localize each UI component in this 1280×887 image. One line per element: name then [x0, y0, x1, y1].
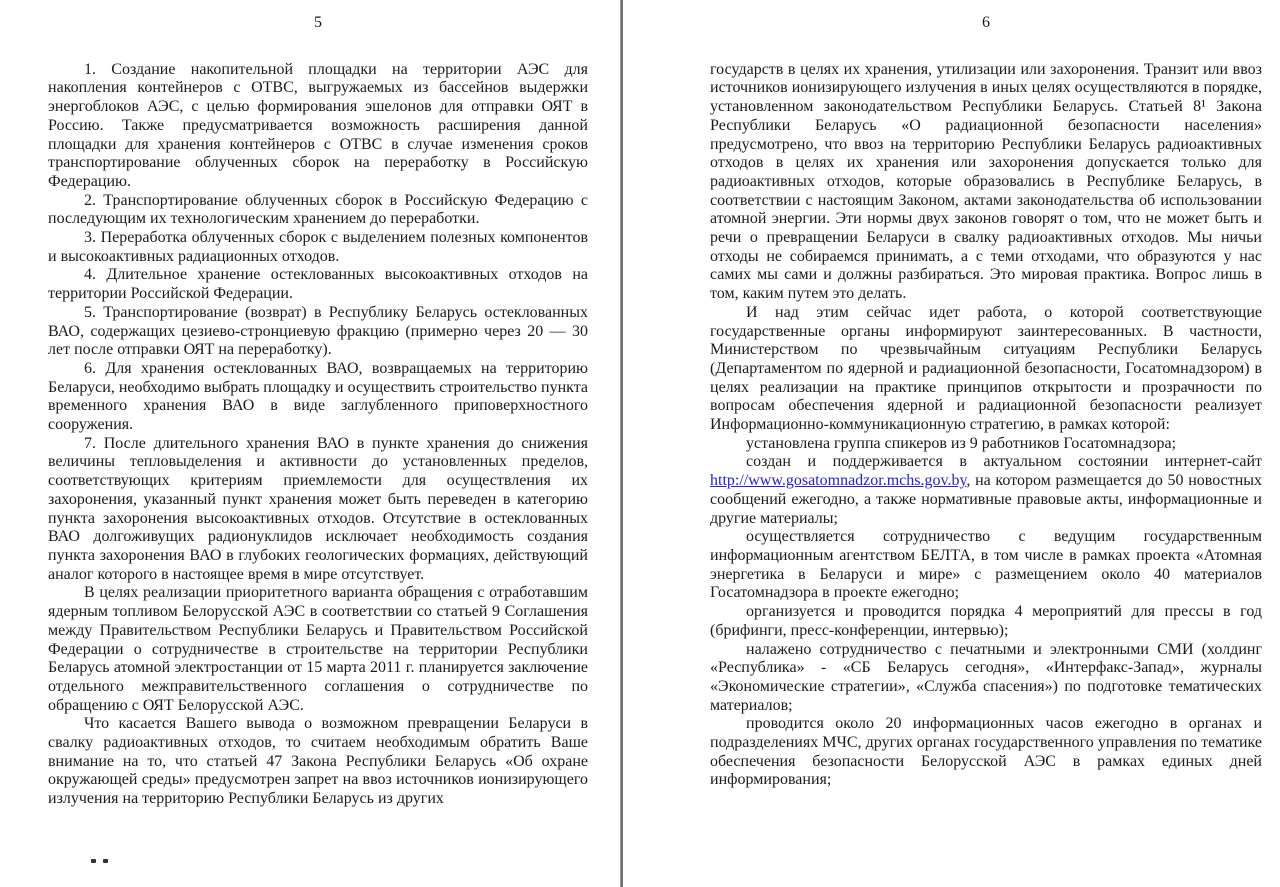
paragraph: И над этим сейчас идет работа, о которой соответствующие государственные органы информируют заинтересованных. В частности, Министерством по чрезвычайным ситуациям Республики Беларусь (Департаментом по ядерной и радиационной безопасности, Госатомнадзором) в целях реализации на практике принципов открытости и прозрачности по вопросам обеспечения ядерной и радиационной безопасности реализует Информационно-коммуникационную стратегию, в рамках которой: — [710, 303, 1262, 434]
paragraph: проводится около 20 информационных часов ежегодно в органах и подразделениях МЧС, других органах государственного управления по тематике обеспечения безопасности Белорусской АЭС в рамках единых дней информирования; — [710, 715, 1262, 789]
scan-artifact — [91, 859, 96, 863]
paragraph: 5. Транспортирование (возврат) в Республику Беларусь остеклованных ВАО, содержащих цезиево-стронциевую фракцию (примерно через 20 — 30 лет после отправки ОЯТ на переработку). — [48, 303, 588, 359]
paragraph: 2. Транспортирование облученных сборок в Российскую Федерацию с последующим их технологическим хранением до переработки. — [48, 191, 588, 228]
page-number: 5 — [314, 14, 322, 31]
paragraph: 6. Для хранения остеклованных ВАО, возвращаемых на территорию Беларуси, необходимо выбрать площадку и осуществить строительство пункта временного хранения ВАО в виде заглубленного приповерхностного сооружения. — [48, 359, 588, 434]
scan-artifact — [103, 859, 108, 863]
paragraph-text: создан и поддерживается в актуальном состоянии интернет-сайт — [746, 453, 1262, 471]
page-number: 6 — [982, 14, 990, 31]
paragraph: государств в целях их хранения, утилизации или захоронения. Транзит или ввоз источников ионизирующего излучения в иных целях осуществляются в порядке, установленном законодательством Республики Беларусь. Статьей 8¹ Закона Республики Беларусь «О радиационной безопасности населения» предусмотрено, что ввоз на территорию Республики Беларусь радиоактивных отходов в целях их хранения или захоронения допускается только для радиоактивных отходов, которые образовались в Республике Беларусь, в соответствии с настоящим Законом, актами законодательства об использовании атомной энергии. Эти нормы двух законов говорят о том, что не может быть и речи о превращении Беларуси в свалку радиоактивных отходов. Мы ничьи отходы не собираемся принимать, а с теми отходами, что образуются у нас самих мы сами и должны разбираться. Это мировая практика. Вопрос лишь в том, каким путем это делать. — [710, 60, 1262, 303]
document-page-5 — [48, 14, 588, 809]
paragraph: организуется и проводится порядка 4 мероприятий для прессы в год (брифинги, пресс-конференции, интервью); — [710, 603, 1262, 639]
gosatomnadzor-link[interactable]: http://www.gosatomnadzor.mchs.gov.by — [710, 472, 967, 490]
document-page-6 — [710, 14, 1262, 790]
page-6-text — [710, 61, 1262, 790]
paragraph: 3. Переработка облученных сборок с выделением полезных компонентов и высокоактивных радиационных отходов. — [48, 229, 588, 265]
paragraph-text: , на котором размещается до 50 новостных сообщений ежегодно, а также нормативные правовые акты, информационные и другие материалы; — [710, 472, 1262, 527]
page-5-text — [48, 61, 588, 809]
paragraph-with-link — [710, 453, 1262, 528]
paragraph: 7. После длительного хранения ВАО в пункте хранения до снижения величины тепловыделения и активности до установленных пределов, соответствующих критериям приемлемости для осуществления их захоронения, указанный пункт хранения может быть переведен в категорию пункта захоронения высокоактивных отходов. Отсутствие в остеклованных ВАО долгоживущих радионуклидов исключает необходимость создания пункта захоронения ВАО в глубоких геологических формациях, действующий аналог которого в настоящее время в мире отсутствует. — [48, 434, 588, 583]
page-divider — [620, 0, 623, 887]
paragraph: 4. Длительное хранение остеклованных высокоактивных отходов на территории Российской Федерации. — [48, 266, 588, 303]
paragraph: установлена группа спикеров из 9 работников Госатомнадзора; — [746, 434, 1177, 452]
paragraph: налажено сотрудничество с печатными и электронными СМИ (холдинг «Республика» - «СБ Беларусь сегодня», «Интерфакс-Запад», журналы «Экономические стратегии», «Служба спасения») по подготовке тематических материалов; — [710, 640, 1262, 714]
paragraph: Что касается Вашего вывода о возможном превращении Беларуси в свалку радиоактивных отходов, то считаем необходимым обратить Ваше внимание на то, что статьей 47 Закона Республики Беларусь «Об охране окружающей среды» предусмотрен запрет на ввоз источников ионизирующего излучения на территорию Республики Беларусь из других — [48, 715, 588, 808]
paragraph: осуществляется сотрудничество с ведущим государственным информационным агентством БЕЛТА, в том числе в рамках проекта «Атомная энергетика в Беларуси и мире» с размещением около 40 материалов Госатомнадзора в проекте ежегодно; — [710, 528, 1262, 602]
paragraph: 1. Создание накопительной площадки на территории АЭС для накопления контейнеров с ОТВС, выгружаемых из бассейнов выдержки энергоблоков АЭС, с целью формирования эшелонов для отправки ОЯТ в Россию. Также предусматривается возможность расширения данной площадки для хранения контейнеров с ОТВС в случае изменения сроков транспортирование облученных сборок на переработку в Российскую Федерацию. — [48, 60, 588, 190]
paragraph: В целях реализации приоритетного варианта обращения с отработавшим ядерным топливом Белорусской АЭС в соответствии со статьей 9 Соглашения между Правительством Республики Беларусь и Правительством Российской Федерации о сотрудничестве в строительстве на территории Республики Беларусь атомной электростанции от 15 марта 2011 г. планируется заключение отдельного межправительственного соглашения о сотрудничестве по обращению с ОЯТ Белорусской АЭС. — [48, 584, 588, 714]
